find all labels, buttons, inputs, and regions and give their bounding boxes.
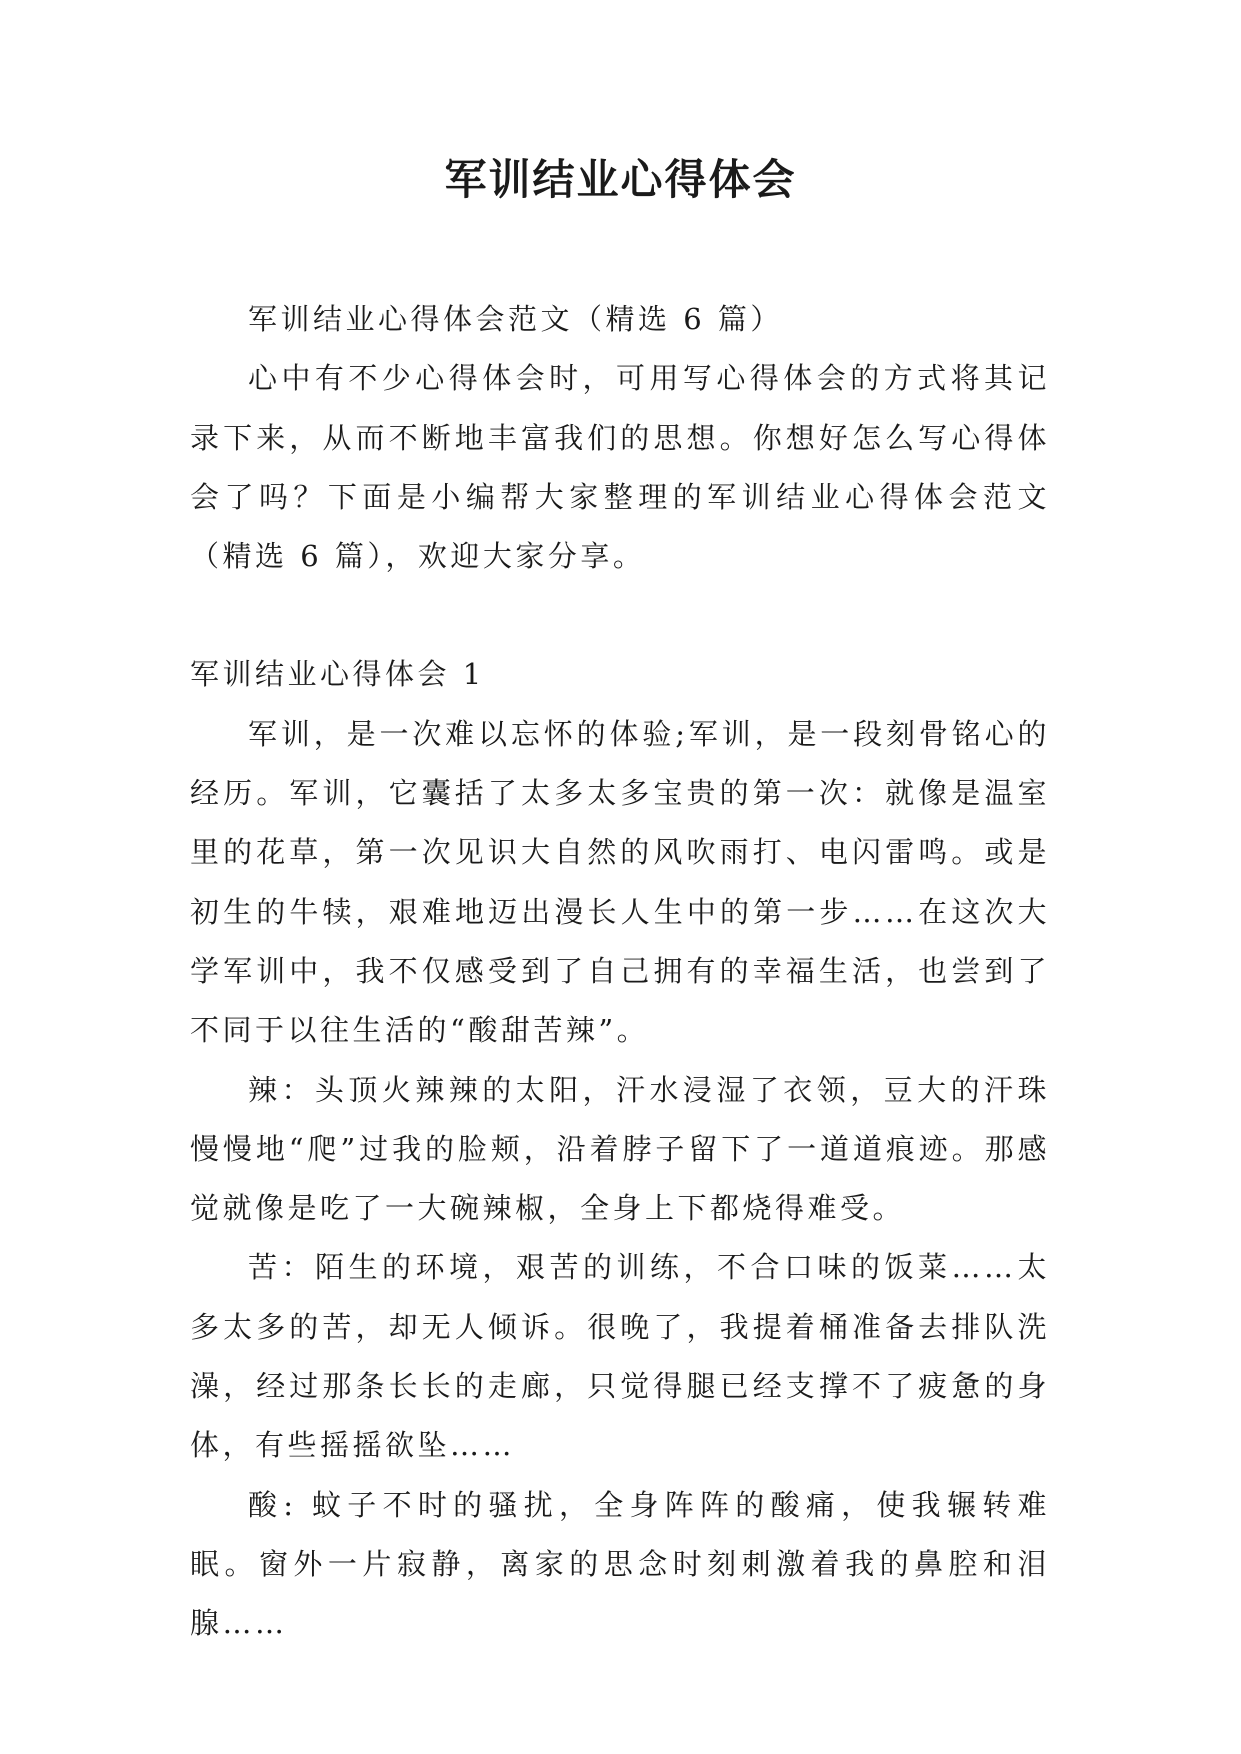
intro-subtitle: 军训结业心得体会范文（精选 6 篇） — [248, 302, 783, 336]
intro-paragraph: 心中有不少心得体会时，可用写心得体会的方式将其记录下来，从而不断地丰富我们的思想。你想好怎么写心得体会了吗？下面是小编帮大家整理的军训结业心得体会范文（精选 6 篇），欢迎大家分享。 — [190, 361, 1050, 574]
section-paragraph-4: 酸: 蚊子不时的骚扰，全身阵阵的酸痛，使我辗转难眠。窗外一片寂静，离家的思念时刻刺激着我的鼻腔和泪腺…… — [190, 1487, 1050, 1641]
document-title: 军训结业心得体会 — [444, 155, 797, 204]
document-body — [190, 290, 1050, 1654]
section-paragraph-1: 军训，是一次难以忘怀的体验;军训，是一段刻骨铭心的经历。军训，它囊括了太多太多宝贵的第一次：就像是温室里的花草，第一次见识大自然的风吹雨打、电闪雷鸣。或是初生的牛犊，艰难地迈出漫长人生中的第一步……在这次大学军训中，我不仅感受到了自己拥有的幸福生活，也尝到了不同于以往生活的“酸甜苦辣”。 — [190, 716, 1050, 1048]
section-paragraph-3: 苦：陌生的环境，艰苦的训练，不合口味的饭菜……太多太多的苦，却无人倾诉。很晚了，我提着桶准备去排队洗澡，经过那条长长的走廊，只觉得腿已经支撑不了疲惫的身体，有些摇摇欲坠…… — [190, 1250, 1050, 1463]
section-heading: 军训结业心得体会 1 — [190, 657, 485, 692]
section-paragraph-2: 辣：头顶火辣辣的太阳，汗水浸湿了衣领，豆大的汗珠慢慢地“爬”过我的脸颊，沿着脖子留下了一道道痕迹。那感觉就像是吃了一大碗辣椒，全身上下都烧得难受。 — [190, 1072, 1050, 1226]
section-spacer — [190, 586, 1050, 645]
